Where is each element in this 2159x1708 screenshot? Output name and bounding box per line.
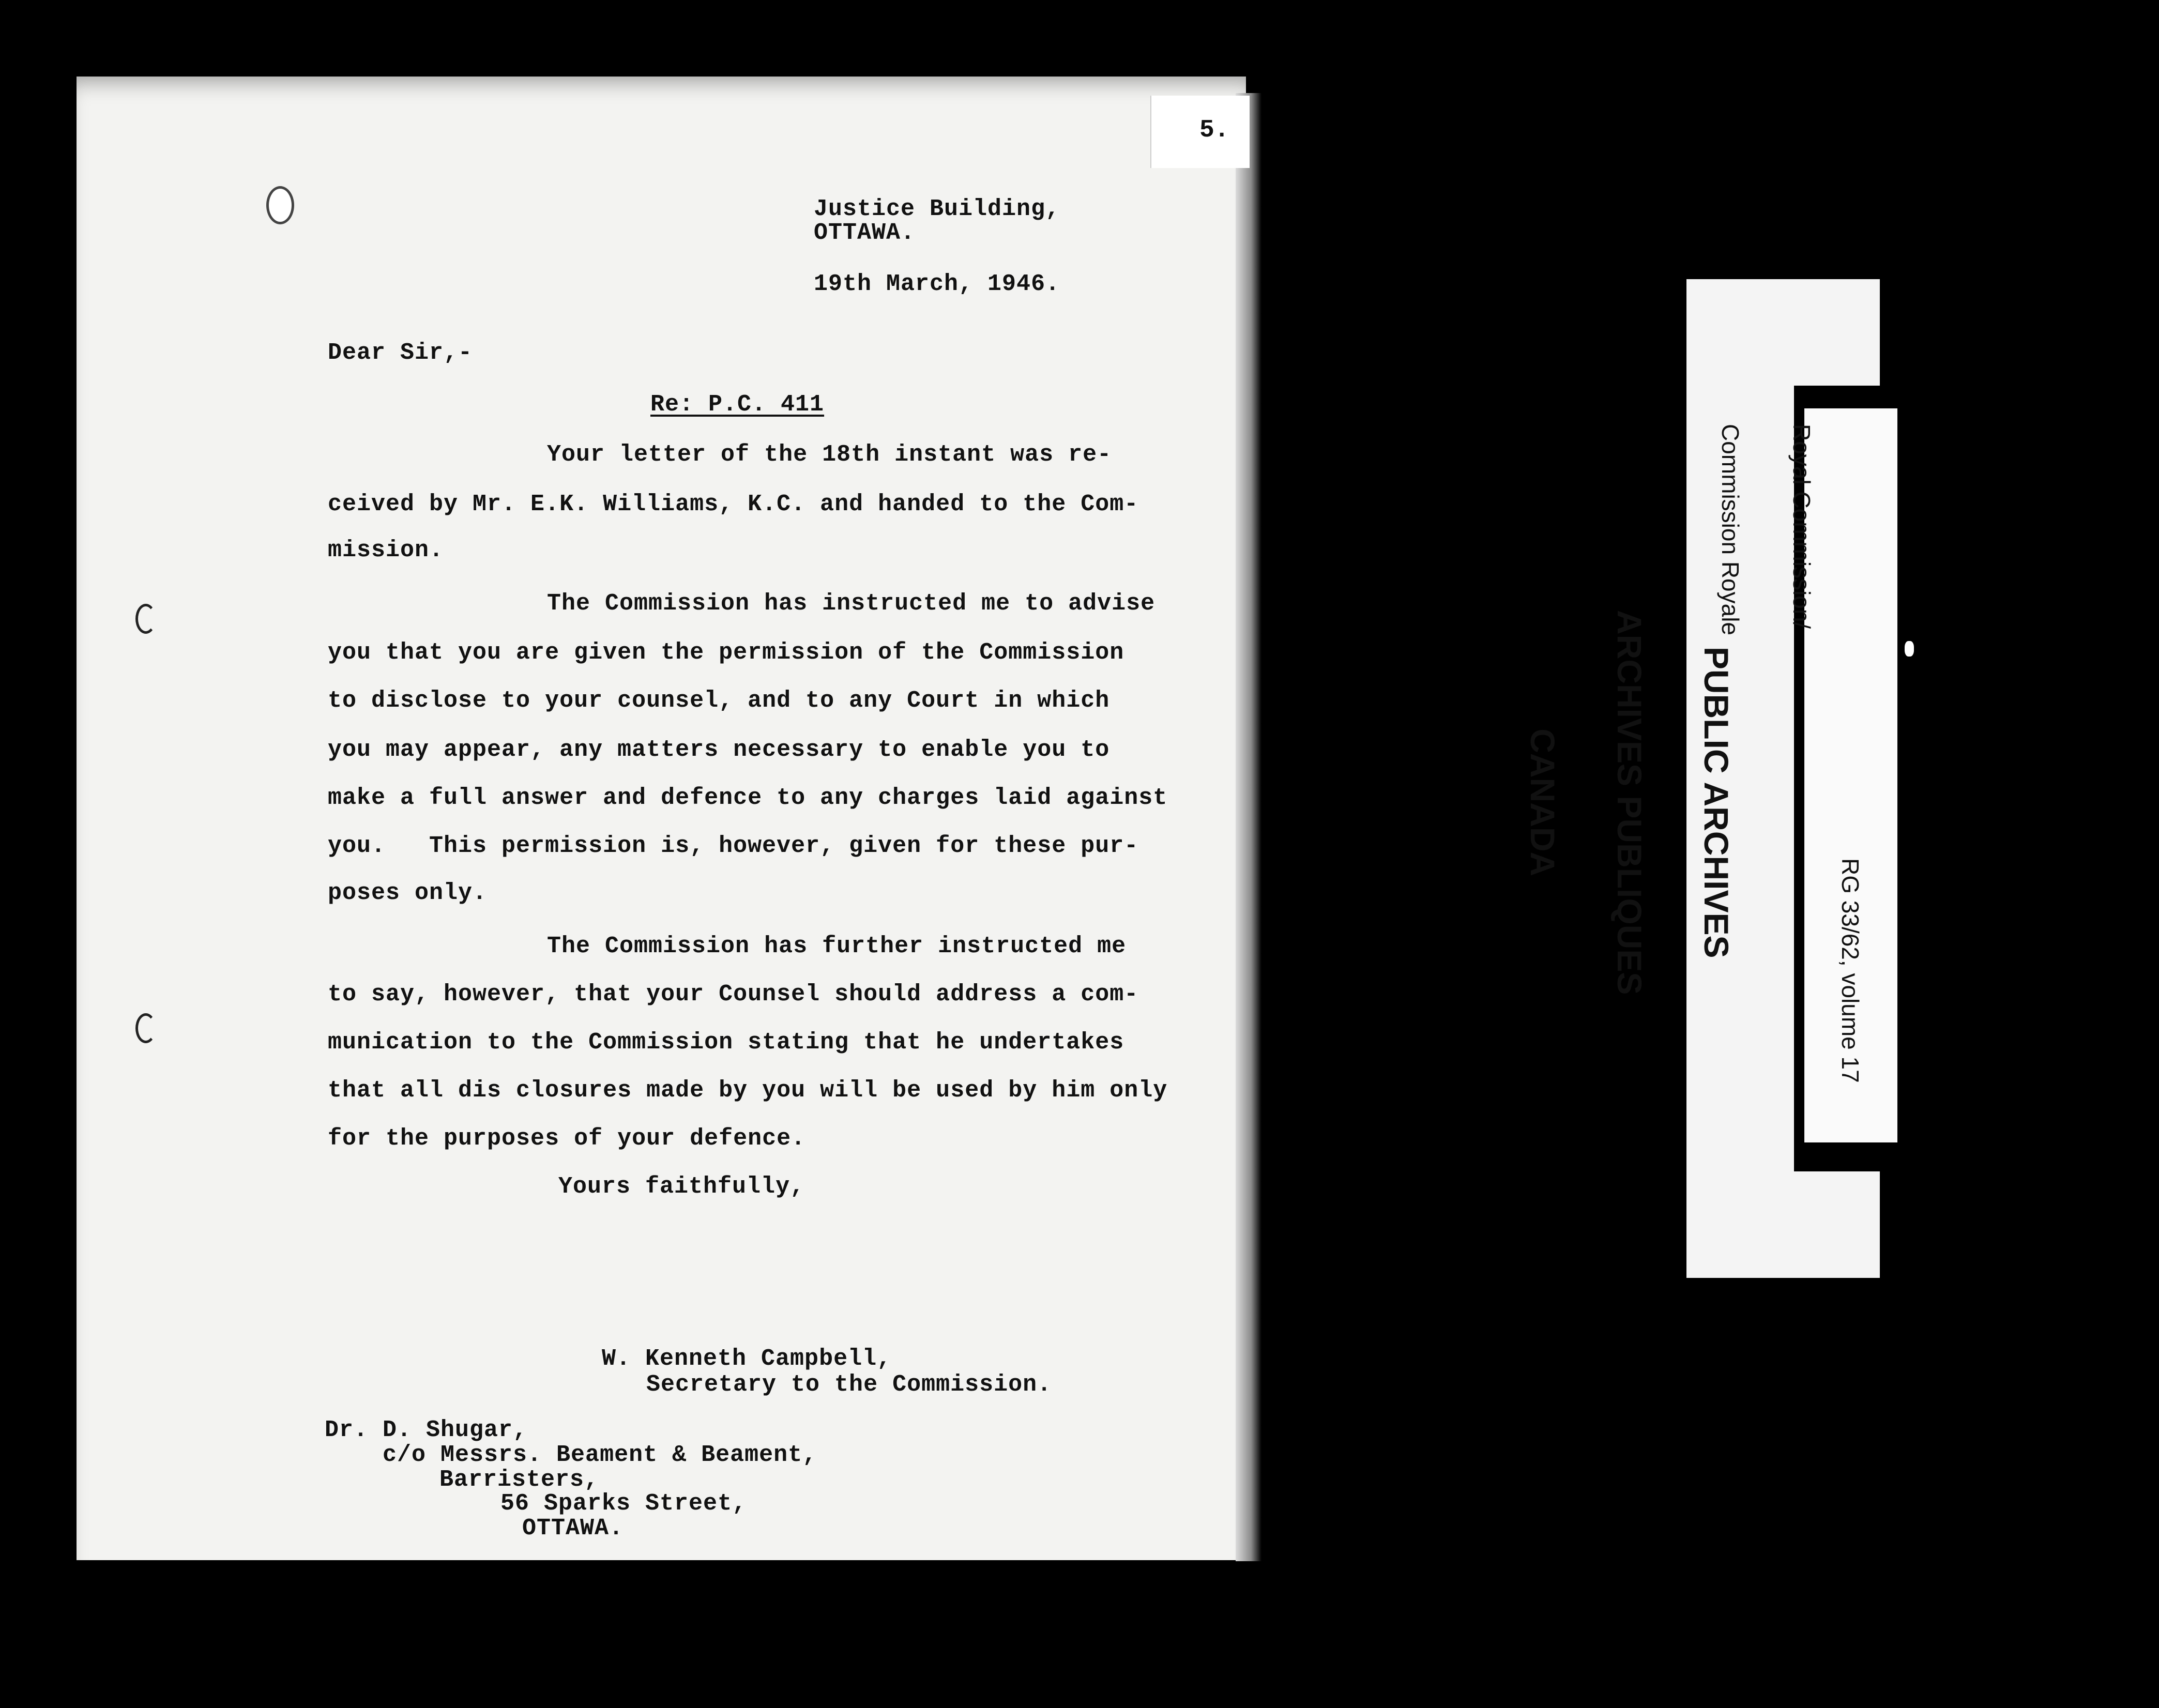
recipient-line: c/o Messrs. Beament & Beament, bbox=[383, 1442, 817, 1468]
recipient-line: Dr. D. Shugar, bbox=[325, 1417, 528, 1443]
page-edge-shadow bbox=[1236, 93, 1261, 1561]
signature-name: W. Kenneth Campbell, bbox=[602, 1346, 892, 1372]
punch-hole bbox=[135, 604, 156, 634]
archive-fonds-line: Commission Royale bbox=[1717, 424, 1744, 636]
paragraph-2-line: you may appear, any matters necessary to enable you to bbox=[328, 737, 1110, 763]
page-number: 5. bbox=[1199, 116, 1229, 144]
salutation: Dear Sir,- bbox=[328, 340, 473, 366]
archive-fonds-line: Royal Commission/ bbox=[1788, 424, 1815, 629]
subject-line: Re: P.C. 411 bbox=[650, 391, 825, 418]
address-line-1: Justice Building, bbox=[814, 196, 1060, 222]
punch-hole bbox=[266, 186, 294, 224]
letter-date: 19th March, 1946. bbox=[814, 271, 1060, 297]
paragraph-1-line: Your letter of the 18th instant was re- bbox=[547, 441, 1112, 468]
recipient-line: Barristers, bbox=[439, 1467, 599, 1493]
letter-page bbox=[77, 77, 1246, 1560]
paragraph-3-line: to say, however, that your Counsel should address a com- bbox=[328, 981, 1139, 1008]
signature-title: Secretary to the Commission. bbox=[646, 1371, 1052, 1398]
paragraph-1-line: mission. bbox=[328, 537, 444, 563]
closing: Yours faithfully, bbox=[558, 1173, 805, 1200]
paragraph-2-line: you that you are given the permission of the Commission bbox=[328, 639, 1124, 666]
paragraph-3-line: munication to the Commission stating that he undertakes bbox=[328, 1029, 1124, 1056]
address-line-2: OTTAWA. bbox=[814, 220, 916, 246]
recipient-line: 56 Sparks Street, bbox=[500, 1490, 747, 1517]
paragraph-3-line: The Commission has further instructed me bbox=[547, 933, 1127, 959]
paragraph-2-line: to disclose to your counsel, and to any Court in which bbox=[328, 688, 1110, 714]
archive-reference: RG 33/62, volume 17 bbox=[1837, 858, 1864, 1083]
paragraph-2-line: poses only. bbox=[328, 880, 488, 906]
paragraph-3-line: that all dis closures made by you will be used by him only bbox=[328, 1077, 1168, 1104]
paragraph-2-line: you. This permission is, however, given for these pur- bbox=[328, 833, 1139, 859]
paragraph-3-line: for the purposes of your defence. bbox=[328, 1125, 806, 1152]
archive-institution bbox=[1499, 610, 1789, 995]
archive-institution-line: ARCHIVES PUBLIQUES bbox=[1610, 610, 1649, 995]
paragraph-1-line: ceived by Mr. E.K. Williams, K.C. and handed to the Com- bbox=[328, 491, 1139, 517]
paragraph-2-line: make a full answer and defence to any charges laid against bbox=[328, 785, 1168, 811]
punch-hole bbox=[135, 1013, 156, 1043]
paragraph-2-line: The Commission has instructed me to advise bbox=[547, 590, 1155, 617]
recipient-line: OTTAWA. bbox=[522, 1515, 624, 1542]
archive-institution-line: CANADA bbox=[1524, 728, 1562, 877]
archive-institution-line: PUBLIC ARCHIVES bbox=[1697, 646, 1736, 958]
dust-speck bbox=[1905, 641, 1914, 657]
archive-fonds bbox=[1695, 424, 1861, 635]
